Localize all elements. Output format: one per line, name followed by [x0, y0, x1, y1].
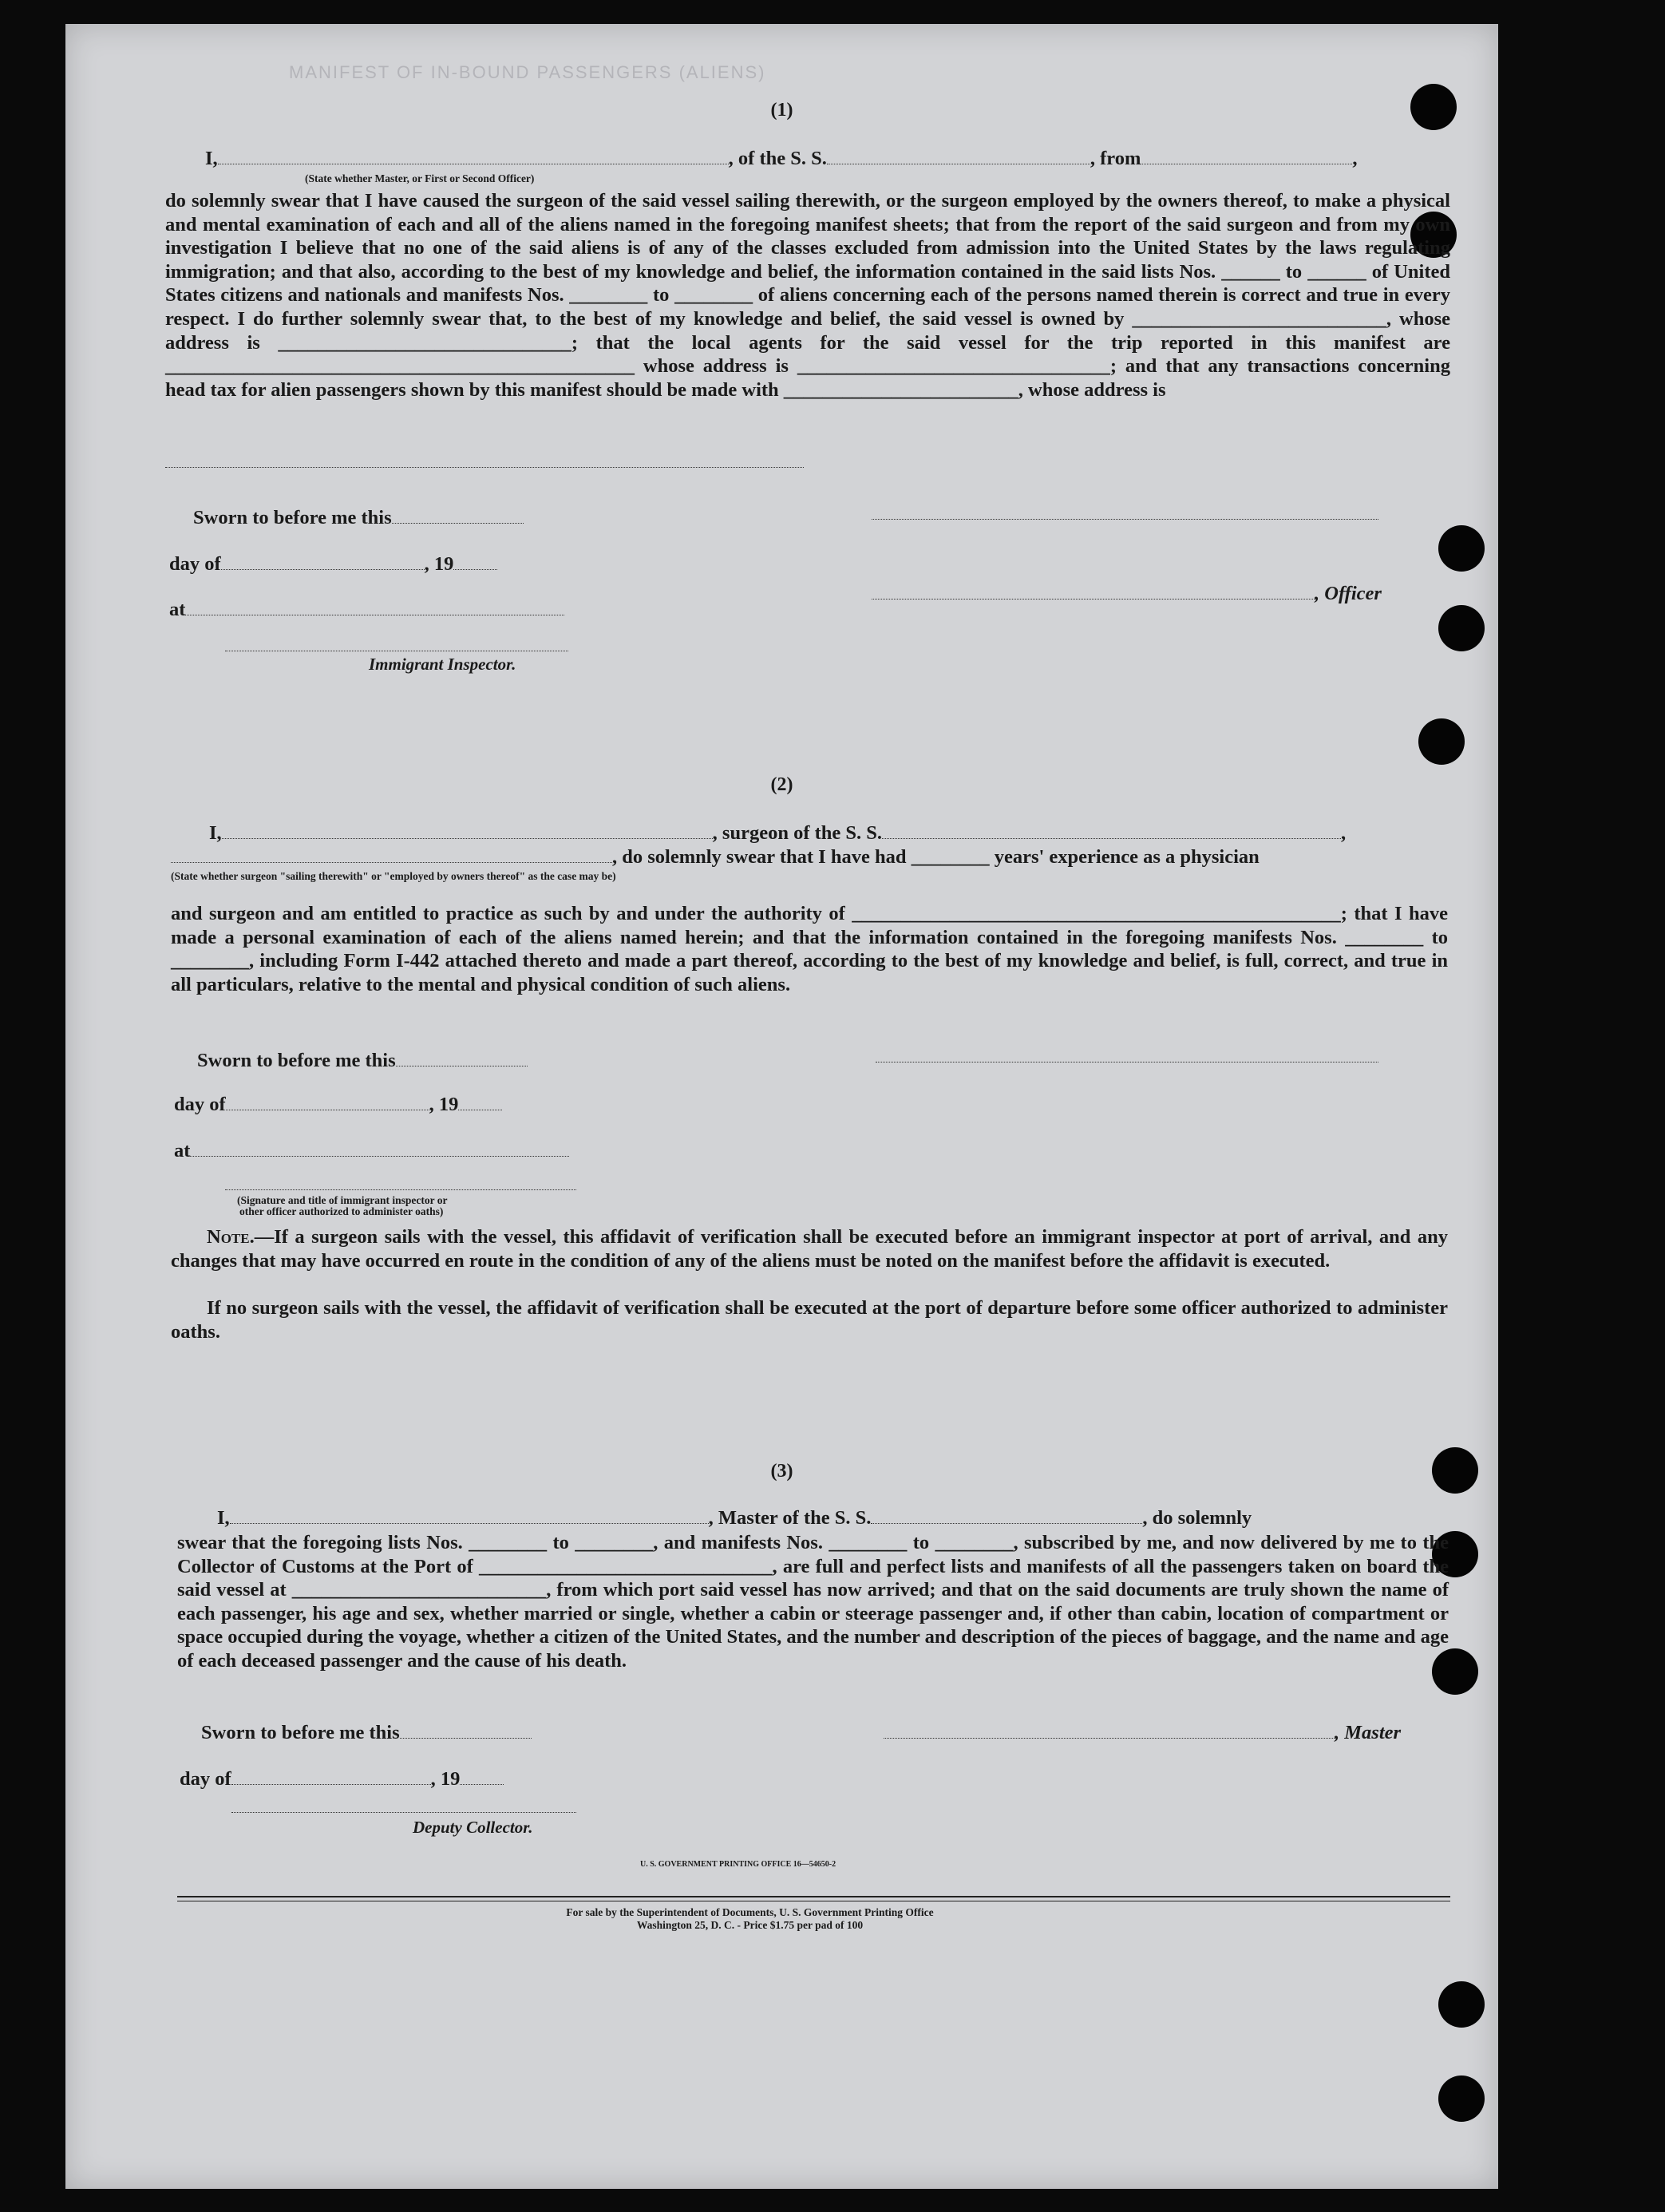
section-1-signature-line	[872, 519, 1378, 520]
punch-hole	[1438, 605, 1485, 651]
section-2-sig-note-1: (Signature and title of immigrant inspector or	[237, 1194, 448, 1206]
section-2-inspector-line	[225, 1189, 576, 1190]
punch-hole	[1438, 1981, 1485, 2028]
bleed-through-header: MANIFEST OF IN-BOUND PASSENGERS (ALIENS)	[289, 62, 766, 82]
section-3-body: swear that the foregoing lists Nos. ________ to ________, and manifests Nos. ________ to ________, subscribed by me, and now delivered by me to the Collector of Customs at the Port of ______________________________, are full and perfect lists and manifests of all the passengers taken on board the said vessel at __________________________, from which port said vessel has now arrived; and that on the said documents are truly shown the name of each passenger, his age and sex, whether married or single, whether a cabin or steerage passenger and, if other than cabin, location of compartment or space occupied during the voyage, whether a citizen of the United States, and the number and description of the pieces of baggage, and the name and age of each deceased passenger and the cause of his death.	[177, 1532, 1449, 1672]
section-2-surgeon-note: (State whether surgeon "sailing therewith" or "employed by owners thereof" as the case may be)	[171, 870, 616, 882]
section-3-master-signature: , Master	[884, 1722, 1401, 1744]
footer-line-1: For sale by the Superintendent of Documents, U. S. Government Printing Office	[566, 1906, 934, 1918]
section-3-deputy-label: Deputy Collector.	[413, 1818, 533, 1837]
section-3-sworn: Sworn to before me this	[201, 1722, 532, 1744]
section-2-sworn: Sworn to before me this	[197, 1050, 528, 1072]
section-1-number: (1)	[770, 100, 793, 121]
punch-hole	[1438, 525, 1485, 572]
section-1-master-line: I, , of the S. S. , from ,	[205, 148, 1358, 169]
section-2-at: at	[174, 1140, 569, 1162]
section-2-note: Note.—If a surgeon sails with the vessel, this affidavit of verification shall be executed before an immigrant inspector at port of arrival, and any changes that may have occurred en route in the condition of any of the aliens must be noted on the manifest before the affidavit is executed.	[171, 1226, 1448, 1272]
section-2-number: (2)	[770, 774, 793, 795]
section-2-note-2: If no surgeon sails with the vessel, the affidavit of verification shall be executed at the port of departure before some officer authorized to administer oaths.	[171, 1297, 1448, 1343]
section-2-body: and surgeon and am entitled to practice as such by and under the authority of __________________________________________________; that I have made a personal examination of each of the aliens named herein; and that the information contained in the foregoing manifests Nos. ________ to ________, including Form I-442 attached thereto and made a part thereof, according to the best of my knowledge and belief, is full, correct, and true in all particulars, relative to the mental and physical condition of such aliens.	[171, 903, 1448, 995]
gpo-imprint: U. S. GOVERNMENT PRINTING OFFICE 16—54650-2	[640, 1860, 836, 1869]
section-3-number: (3)	[770, 1461, 793, 1482]
form-page	[65, 24, 1498, 2189]
footer-rule	[177, 1896, 1450, 1897]
footer-line-2: Washington 25, D. C. - Price $1.75 per pad of 100	[636, 1919, 864, 1931]
section-2-day-of: day of , 19	[174, 1094, 502, 1116]
section-2-sig-note-2: other officer authorized to administer oaths)	[239, 1205, 444, 1217]
section-3-master-line: I, , Master of the S. S. , do solemnly	[217, 1507, 1252, 1529]
section-1-body: do solemnly swear that I have caused the surgeon of the said vessel sailing therewith, or the surgeon employed by the owners thereof, to make a physical and mental examination of each and all of the aliens named in the foregoing manifest sheets; that from the report of the said surgeon and from my own investigation I believe that no one of the said aliens is of any of the classes excluded from admission into the United States by the laws regulating immigration; and that also, according to the best of my knowledge and belief, the information contained in the said lists Nos. ______ to ______ of United States citizens and nationals and manifests Nos. ________ to ________ of aliens concerning each of the persons named therein is correct and true in every respect. I do further solemnly swear that, to the best of my knowledge and belief, the said vessel is owned by __________________________, whose address is ______________________________; that the local agents for the said vessel for the trip reported in this manifest are ________________________________________________ whose address is ________________________________; and that any transactions concerning head tax for alien passengers shown by this manifest should be made with ________________________, whose address is	[165, 190, 1450, 401]
section-1-day-of: day of , 19	[169, 553, 497, 576]
section-3-day-of: day of , 19	[180, 1768, 504, 1791]
section-1-inspector-label: Immigrant Inspector.	[369, 655, 516, 674]
section-1-sworn: Sworn to before me this	[193, 507, 524, 529]
section-1-address-line	[165, 467, 804, 468]
section-1-officer-note: (State whether Master, or First or Second Officer)	[305, 172, 535, 184]
section-1-officer: , Officer	[872, 583, 1382, 605]
section-3-deputy-line	[231, 1812, 576, 1813]
section-1-at: at	[169, 599, 564, 621]
section-2-years-line: , do solemnly swear that I have had ________ years' experience as a physician	[171, 846, 1260, 869]
punch-hole	[1438, 2075, 1485, 2122]
punch-hole	[1418, 718, 1465, 765]
section-2-surgeon-line: I, , surgeon of the S. S. ,	[209, 822, 1347, 844]
